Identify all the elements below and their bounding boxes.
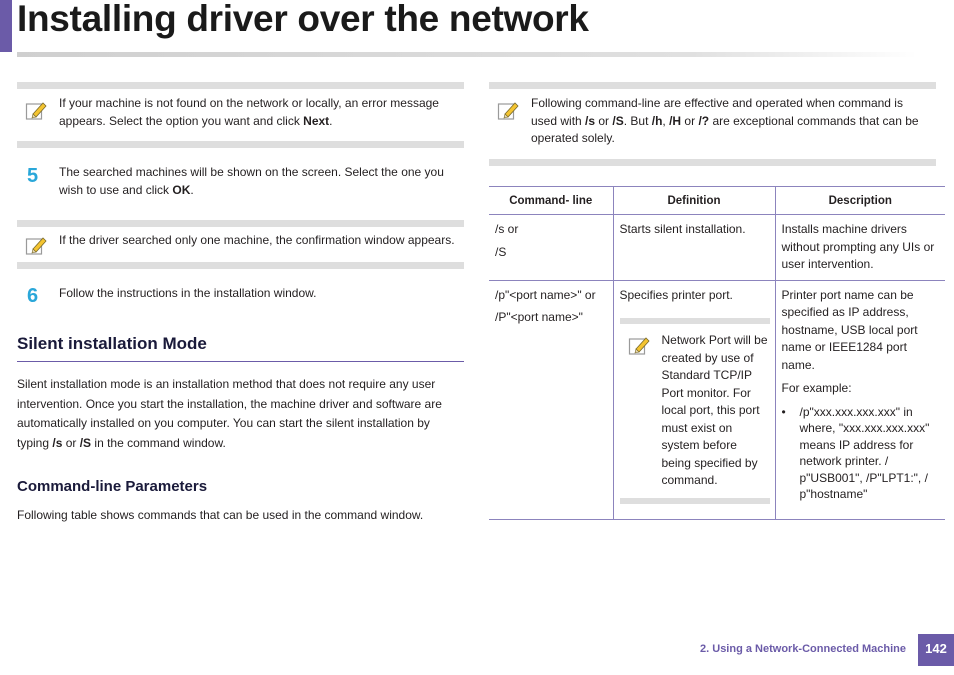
command-line-parameters-text: Following table shows commands that can be used in the command window. <box>17 508 424 522</box>
cell-command-line: /s or /S <box>489 215 613 281</box>
cell-definition: Starts silent installation. <box>613 215 775 281</box>
note-not-found-text: If your machine is not found on the network or locally, an error message appears. Select the option you want and click Next. <box>59 96 439 128</box>
header-accent-bar <box>0 0 12 52</box>
pencil-note-icon <box>25 234 47 256</box>
section-rule <box>17 361 464 362</box>
step-6-number: 6 <box>27 285 39 307</box>
note-network-port <box>620 318 770 504</box>
example-item-text: /p"xxx.xxx.xxx.xxx" in where, "xxx.xxx.xxx.xxx" means IP address for network printer. / p"USB001", /P"LPT1:", / p"hostname" <box>799 404 930 501</box>
note-single-machine <box>17 220 464 269</box>
cell-description: Printer port name can be specified as IP address, hostname, USB local port name or IEEE1284 port name. For example: • /p"xxx.xxx.xxx.xxx" in where, "xxx.xxx.xxx.xxx" means IP address for network printer. / p"USB001", /P"LPT1:", / p"hostname" <box>775 280 945 519</box>
step-5-number: 5 <box>27 165 39 187</box>
cell-definition: Specifies printer port. Network Port will be created by use of Standard TCP/IP Port monitor. For local port, this port must exist on system before being specified by command. <box>613 280 775 519</box>
table-row <box>489 280 945 519</box>
step-6-text: Follow the instructions in the installation window. <box>59 286 317 300</box>
header-definition: Definition <box>613 187 775 215</box>
header-description: Description <box>775 187 945 215</box>
section-title-silent-installation: Silent installation Mode <box>17 334 207 353</box>
subsection-title-command-line-parameters: Command-line Parameters <box>17 478 208 495</box>
cell-description: Installs machine drivers without prompting any UIs or user intervention. <box>775 215 945 281</box>
step-5-text: The searched machines will be shown on the screen. Select the one you wish to use and click OK. <box>59 165 444 197</box>
page-number-badge: 142 <box>918 634 954 666</box>
example-label: For example: <box>781 381 852 395</box>
pencil-note-icon <box>628 334 650 356</box>
title-rule <box>17 52 917 57</box>
note-not-found <box>17 82 464 148</box>
cell-command-line: /p"<port name>" or /P"<port name>" <box>489 280 613 519</box>
table-row <box>489 215 945 281</box>
footer-chapter-label: 2. Using a Network-Connected Machine <box>700 643 906 655</box>
ok-bold: OK <box>172 183 191 197</box>
bullet: • <box>781 404 786 419</box>
pencil-note-icon <box>25 99 47 121</box>
next-bold: Next <box>303 113 330 128</box>
page-title: Installing driver over the network <box>17 0 589 39</box>
note-single-machine-text: If the driver searched only one machine, the confirmation window appears. <box>59 233 455 247</box>
note-network-port-text: Network Port will be created by use of Standard TCP/IP Port monitor. For local port, this port must exist on system before being specified by command. <box>661 333 768 487</box>
silent-installation-paragraph: Silent installation mode is an installation method that does not require any user intervention. Once you start the installation, the machine driver and software are automatically installed on you computer. You can start the silent installation by typing /s or /S in the command window. <box>17 377 442 450</box>
list-item <box>782 404 940 503</box>
table-header-row <box>489 187 945 215</box>
command-line-table <box>489 186 945 520</box>
header-command-line: Command- line <box>489 187 613 215</box>
note-command-line-effective-text: Following command-line are effective and operated when command is used with /s or /S. But /h, /H or /? are exceptional commands that can be operated solely. <box>531 96 919 145</box>
note-command-line-effective <box>489 82 936 166</box>
pencil-note-icon <box>497 99 519 121</box>
